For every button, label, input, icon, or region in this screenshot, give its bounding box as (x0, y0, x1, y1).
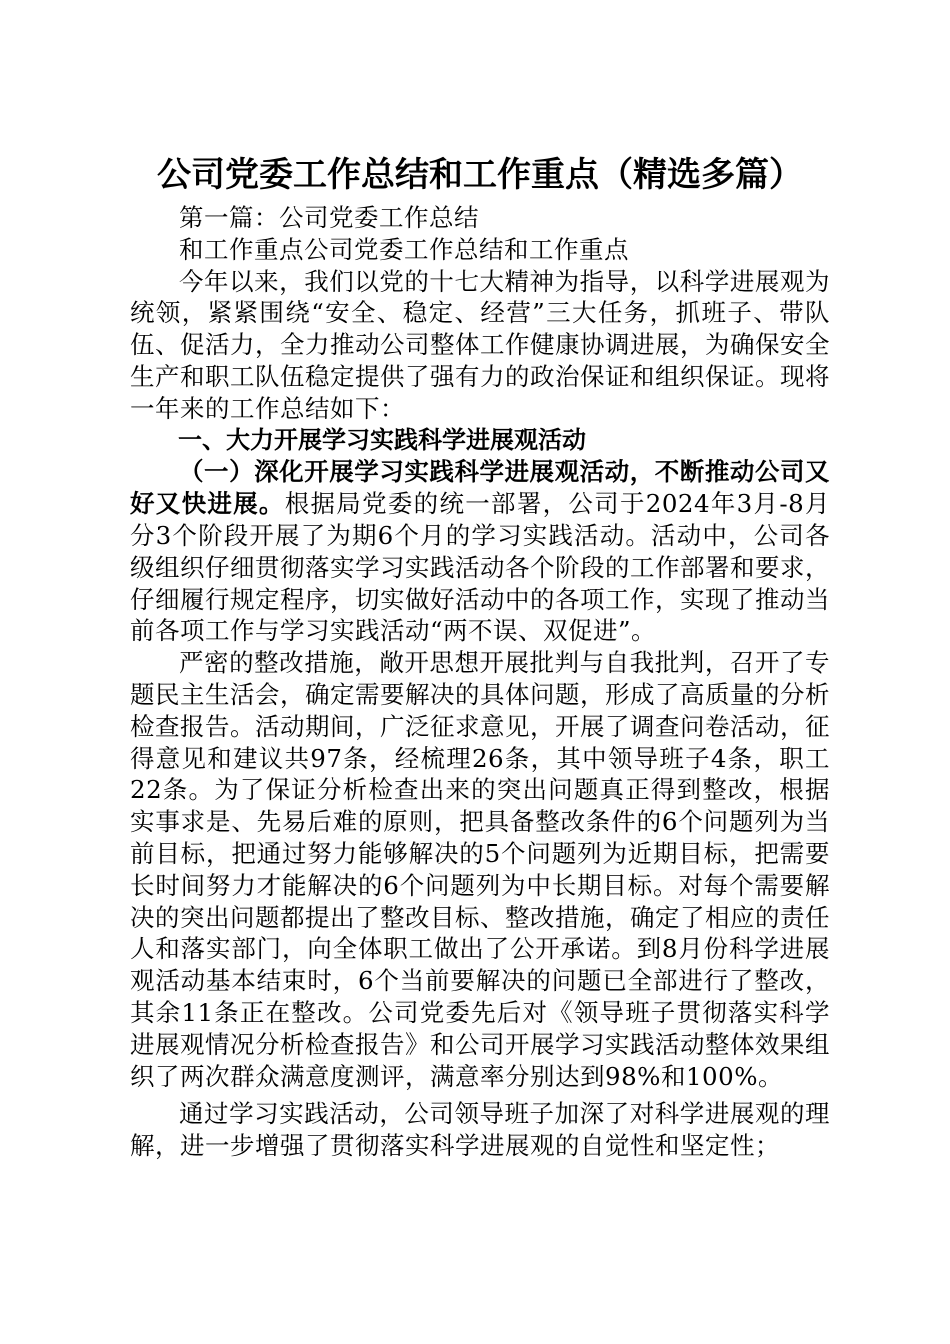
paragraph-subtitle: 和工作重点公司党委工作总结和工作重点 (179, 234, 629, 264)
paragraph-intro: 今年以来，我们以党的十七大精神为指导，以科学进展观为统领，紧紧围绕“安全、稳定、经营”三大任务，抓班子、带队伍、促活力，全力推动公司整体工作健康协调进展，为确保安全生产和职工队伍稳定提供了强有力的政治保证和组织保证。现将一年来的工作总结如下： (130, 266, 830, 423)
paragraph-lead-bold: （一）深化开展学习实践科学进展观活动，不断推动公司又好又快进展。 (130, 457, 830, 519)
document-title: 公司党委工作总结和工作重点（精选多篇） (157, 155, 803, 195)
paragraph-rectification: 严密的整改措施，敞开思想开展批判与自我批判，召开了专题民主生活会，确定需要解决的具体问题，形成了高质量的分析检查报告。活动期间，广泛征求意见，开展了调查问卷活动，征得意见和建议共97条，经梳理26条，其中领导班子4条，职工22条。为了保证分析检查出来的突出问题真正得到整改，根据实事求是、先易后难的原则，把具备整改条件的6个问题列为当前目标，把通过努力能够解决的5个问题列为近期目标，把需要长时间努力才能解决的6个问题列为中长期目标。对每个需要解决的突出问题都提出了整改目标、整改措施，确定了相应的责任人和落实部门，向全体职工做出了公开承诺。到8月份科学进展观活动基本结束时，6个当前要解决的问题已全部进行了整改，其余11条正在整改。公司党委先后对《领导班子贯彻落实科学进展观情况分析检查报告》和公司开展学习实践活动整体效果组织了两次群众满意度测评，满意率分别达到98%和100%。 (130, 648, 830, 1091)
paragraph-results: 通过学习实践活动，公司领导班子加深了对科学进展观的理解，进一步增强了贯彻落实科学进展观的自觉性和坚定性； (130, 1099, 830, 1161)
document-page (130, 150, 830, 1162)
paragraph-body: 根据局党委的统一部署，公司于2024年3月-8月分3个阶段开展了为期6个月的学习实践活动。活动中，公司各级组织仔细贯彻落实学习实践活动各个阶段的工作部署和要求，仔细履行规定程序，切实做好活动中的各项工作，实现了推动当前各项工作与学习实践活动“两不误、双促进”。 (130, 489, 830, 646)
paragraph-study-activity (130, 456, 830, 647)
paragraph-section-label: 第一篇：公司党委工作总结 (179, 203, 479, 232)
section-heading-1: 一、大力开展学习实践科学进展观活动 (178, 425, 586, 454)
